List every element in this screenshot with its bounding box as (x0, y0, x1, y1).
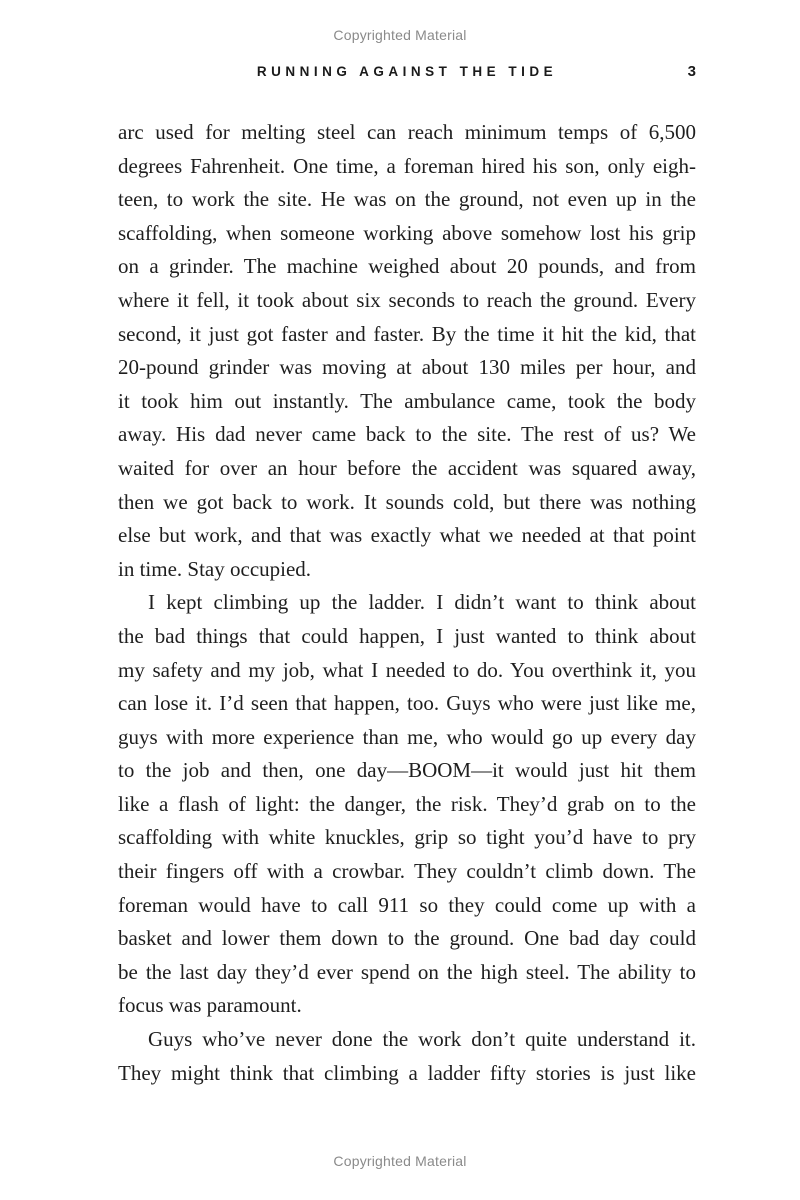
running-header (118, 63, 696, 81)
body-line: foreman would have to call 911 so they could come up with a (118, 892, 696, 917)
body-text (118, 116, 696, 1090)
copyright-notice-bottom: Copyrighted Material (333, 1153, 467, 1169)
body-line: second, it just got faster and faster. By the time it hit the kid, that (118, 321, 696, 346)
body-line: my safety and my job, what I needed to do. You overthink it, you (118, 657, 696, 682)
body-line: arc used for melting steel can reach minimum temps of 6,500 (118, 120, 696, 144)
body-line: like a flash of light: the danger, the risk. They’d grab on to the (118, 791, 696, 816)
body-line: to the job and then, one day—BOOM—it would just hit them (118, 758, 696, 783)
body-line: on a grinder. The machine weighed about 20 pounds, and from (118, 254, 696, 279)
body-line: 20-pound grinder was moving at about 130 miles per hour, and (118, 355, 696, 380)
body-line: else but work, and that was exactly what we needed at that point (118, 523, 696, 548)
body-line: degrees Fahrenheit. One time, a foreman hired his son, only eigh- (118, 153, 696, 178)
copyright-notice-top: Copyrighted Material (333, 27, 467, 43)
body-line: the bad things that could happen, I just wanted to think about (118, 623, 696, 648)
body-line: basket and lower them down to the ground. One bad day could (118, 926, 696, 951)
body-line: then we got back to work. It sounds cold, but there was nothing (118, 489, 696, 514)
body-line: their fingers off with a crowbar. They couldn’t climb down. The (118, 859, 696, 884)
body-line: away. His dad never came back to the site. The rest of us? We (118, 422, 696, 447)
body-line: focus was paramount. (118, 993, 302, 1018)
body-line: scaffolding, when someone working above somehow lost his grip (118, 220, 696, 245)
body-line: teen, to work the site. He was on the ground, not even up in the (118, 187, 696, 212)
body-line: I kept climbing up the ladder. I didn’t want to think about (148, 590, 696, 615)
running-head-title: RUNNING AGAINST THE TIDE (256, 64, 558, 79)
body-line: in time. Stay occupied. (118, 556, 312, 581)
body-line: waited for over an hour before the accident was squared away, (118, 455, 696, 480)
page-number: 3 (687, 63, 696, 80)
body-line: scaffolding with white knuckles, grip so tight you’d have to pry (118, 825, 696, 850)
body-line: guys with more experience than me, who would go up every day (118, 724, 696, 749)
body-line: where it fell, it took about six seconds to reach the ground. Every (118, 287, 696, 312)
body-line: be the last day they’d ever spend on the high steel. The ability to (118, 959, 696, 984)
body-line: They might think that climbing a ladder fifty stories is just like (118, 1060, 696, 1085)
body-line: it took him out instantly. The ambulance came, took the body (118, 388, 696, 413)
paragraph (118, 586, 696, 1023)
paragraph (118, 116, 696, 586)
paragraph (118, 1023, 696, 1090)
body-line: Guys who’ve never done the work don’t quite understand it. (148, 1027, 696, 1052)
body-line: can lose it. I’d seen that happen, too. Guys who were just like me, (118, 691, 696, 716)
